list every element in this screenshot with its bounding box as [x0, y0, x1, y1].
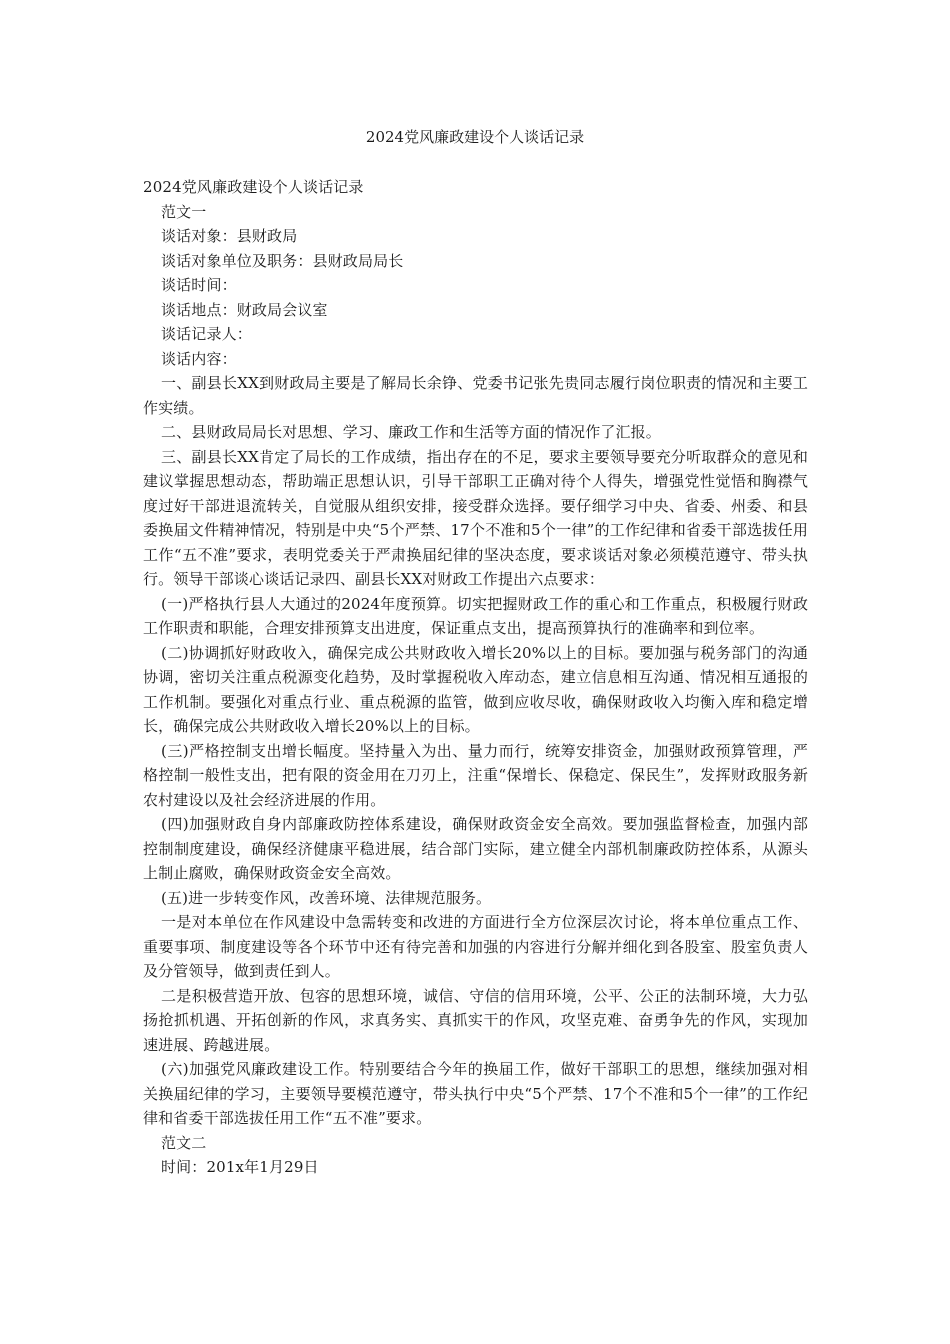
field-date: 时间：201x年1月29日: [161, 1158, 319, 1176]
requirement-1: (一)严格执行县人大通过的2024年度预算。切实把握财政工作的重心和工作重点，积极履行财政工作职责和职能，合理安排预算支出进度，保证重点支出，提高预算执行的准确率和到位率。: [143, 594, 808, 637]
section-label-sample-two: 范文二: [161, 1133, 207, 1152]
document-body: [143, 175, 808, 1180]
requirement-3: (三)严格控制支出增长幅度。坚持量入为出、量力而行，统筹安排资金，加强财政预算管理，严格控制一般性支出，把有限的资金用在刀刃上，注重“保增长、保稳定、保民生”，发挥财政服务新农村建设以及社会经济进展的作用。: [143, 741, 808, 809]
field-interview-location: 谈话地点：财政局会议室: [161, 300, 328, 319]
paragraph-item-2: 二、县财政局局长对思想、学习、廉政工作和生活等方面的情况作了汇报。: [161, 423, 661, 441]
document-title: 2024党风廉政建设个人谈话记录: [365, 128, 585, 146]
field-interview-time: 谈话时间：: [161, 276, 237, 294]
requirement-2: (二)协调抓好财政收入，确保完成公共财政收入增长20%以上的目标。要加强与税务部门的沟通协调，密切关注重点税源变化趋势，及时掌握税收入库动态，建立信息相互沟通、情况相互通报的工作机制。要强化对重点行业、重点税源的监管，做到应收尽收，确保财政收入均衡入库和稳定增长，确保完成公共财政收入增长20%以上的目标。: [143, 643, 808, 735]
field-interview-content: 谈话内容：: [161, 349, 237, 368]
field-recorder: 谈话记录人：: [161, 325, 252, 343]
requirement-5-point-2: 二是积极营造开放、包容的思想环境，诚信、守信的信用环境，公平、公正的法制环境，大力弘扬抢抓机遇、开拓创新的作风，求真务实、真抓实干的作风，攻坚克难、奋勇争先的作风，实现加速进展、跨越进展。: [143, 986, 808, 1054]
requirement-5: (五)进一步转变作风，改善环境、法律规范服务。: [161, 888, 492, 907]
paragraph-item-3: 三、副县长XX肯定了局长的工作成绩，指出存在的不足，要求主要领导要充分听取群众的意见和建议掌握思想动态，帮助端正思想认识，引导干部职工正确对待个人得失，增强党性觉悟和胸襟气度过好干部进退流转关，自觉服从组织安排，接受群众选择。要仔细学习中央、省委、州委、和县委换届文件精神情况，特别是中央“5个严禁、17个不准和5个一律”的工作纪律和省委干部选拔任用工作“五不准”要求，表明党委关于严肃换届纪律的坚决态度，要求谈话对象必须模范遵守、带头执行。领导干部谈心谈话记录四、副县长XX对财政工作提出六点要求：: [143, 447, 808, 588]
requirement-6: (六)加强党风廉政建设工作。特别要结合今年的换届工作，做好干部职工的思想，继续加强对相关换届纪律的学习，主要领导要模范遵守，带头执行中央“5个严禁、17个不准和5个一律”的工作纪律和省委干部选拔任用工作“五不准”要求。: [143, 1060, 808, 1127]
requirement-4: (四)加强财政自身内部廉政防控体系建设，确保财政资金安全高效。要加强监督检查，加强内部控制制度建设，确保经济健康平稳进展，结合部门实际，建立健全内部机制廉政防控体系，从源头上制止腐败，确保财政资金安全高效。: [143, 815, 808, 882]
requirement-5-point-1: 一是对本单位在作风建设中急需转变和改进的方面进行全方位深层次讨论，将本单位重点工作、重要事项、制度建设等各个环节中还有待完善和加强的内容进行分解并细化到各股室、股室负责人及分管领导，做到责任到人。: [143, 913, 808, 980]
field-interviewee-position: 谈话对象单位及职务：县财政局局长: [161, 251, 404, 270]
paragraph-item-1: 一、副县长XX到财政局主要是了解局长余铮、党委书记张先贵同志履行岗位职责的情况和主要工作实绩。: [143, 374, 808, 417]
section-label-sample-one: 范文一: [161, 202, 207, 221]
body-heading: 2024党风廉政建设个人谈话记录: [143, 178, 364, 196]
field-interviewee: 谈话对象：县财政局: [161, 227, 298, 245]
